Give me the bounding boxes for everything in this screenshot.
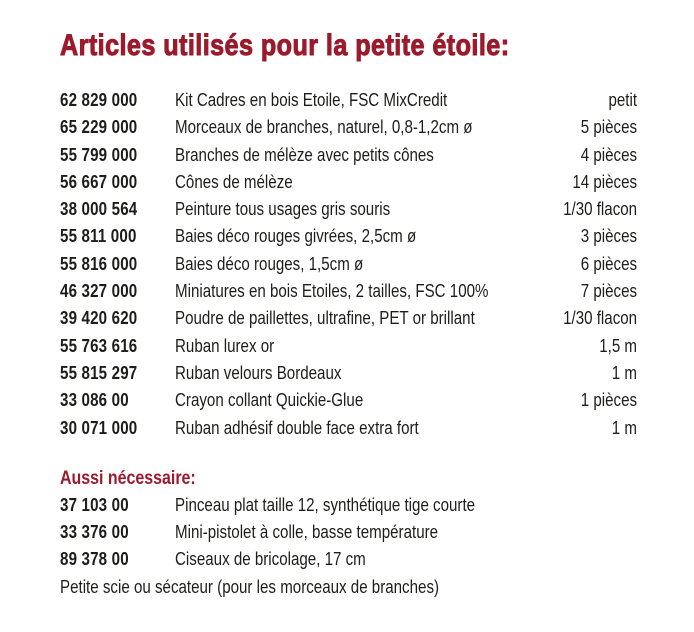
page-title-text: Articles utilisés pour la petite étoile: [60, 29, 510, 62]
table-row [60, 333, 637, 360]
article-description: Baies déco rouges givrées, 2,5cm ø [175, 226, 417, 247]
article-number: 38 000 564 [60, 199, 138, 220]
article-number: 56 667 000 [60, 171, 138, 192]
table-row [60, 387, 637, 414]
article-number: 33 086 00 [60, 390, 129, 411]
article-quantity: 7 pièces [580, 281, 637, 302]
article-number: 46 327 000 [60, 281, 138, 302]
also-needed-header-text: Aussi nécessaire: [60, 467, 196, 489]
article-description: Baies déco rouges, 1,5cm ø [175, 253, 364, 274]
article-number: 55 811 000 [60, 226, 137, 247]
article-number: 55 816 000 [60, 253, 138, 274]
materials-table [60, 87, 637, 442]
article-description: Ruban velours Bordeaux [175, 362, 342, 383]
table-row [60, 278, 637, 305]
table-row [60, 415, 637, 442]
article-number: 39 420 620 [60, 308, 138, 329]
article-description: Kit Cadres en bois Etoile, FSC MixCredit [175, 90, 448, 110]
article-quantity: 3 pièces [580, 226, 637, 247]
article-description: Morceaux de branches, naturel, 0,8-1,2cm ø [175, 117, 473, 138]
article-number: 62 829 000 [60, 90, 138, 110]
article-quantity: 14 pièces [572, 171, 637, 192]
table-row [60, 251, 637, 278]
article-number: 55 815 297 [60, 362, 138, 383]
article-description: Cônes de mélèze [175, 171, 293, 192]
article-quantity: petit [608, 90, 637, 110]
article-description: Ruban lurex or [175, 335, 275, 356]
note-text-content: Petite scie ou sécateur (pour les morceaux de branches) [60, 576, 440, 597]
also-needed-header [60, 465, 637, 492]
note-text [60, 574, 637, 601]
table-row [60, 360, 637, 387]
article-description: Peinture tous usages gris souris [175, 199, 391, 220]
table-row [60, 87, 637, 114]
article-quantity: 1 pièces [580, 390, 637, 411]
article-description: Ciseaux de bricolage, 17 cm [175, 549, 366, 570]
article-quantity: 1/30 flacon [563, 308, 637, 329]
article-quantity: 1/30 flacon [563, 199, 637, 220]
article-number: 33 376 00 [60, 522, 129, 543]
article-description: Mini-pistolet à colle, basse température [175, 522, 439, 543]
article-number: 55 799 000 [60, 144, 138, 165]
article-number: 65 229 000 [60, 117, 138, 138]
article-description: Crayon collant Quickie-Glue [175, 390, 364, 411]
table-row [60, 169, 637, 196]
page-title [60, 30, 637, 62]
table-row [60, 114, 637, 141]
also-needed-row [60, 492, 637, 519]
article-description: Branches de mélèze avec petits cônes [175, 144, 434, 165]
article-number: 89 378 00 [60, 549, 129, 570]
table-row [60, 142, 637, 169]
table-row [60, 305, 637, 332]
article-number: 30 071 000 [60, 417, 138, 438]
also-needed-table [60, 492, 637, 574]
table-row [60, 223, 637, 250]
article-description: Ruban adhésif double face extra fort [175, 417, 419, 438]
article-quantity: 1,5 m [599, 335, 637, 356]
article-description: Poudre de paillettes, ultrafine, PET or brillant [175, 308, 475, 329]
article-quantity: 5 pièces [580, 117, 637, 138]
article-quantity: 1 m [611, 362, 637, 383]
article-number: 55 763 616 [60, 335, 138, 356]
table-row [60, 196, 637, 223]
article-number: 37 103 00 [60, 494, 129, 515]
article-description: Pinceau plat taille 12, synthétique tige courte [175, 494, 476, 515]
article-description: Miniatures en bois Etoiles, 2 tailles, FSC 100% [175, 281, 489, 302]
article-quantity: 6 pièces [580, 253, 637, 274]
article-quantity: 4 pièces [580, 144, 637, 165]
also-needed-row [60, 519, 637, 546]
article-quantity: 1 m [611, 417, 637, 438]
also-needed-row [60, 546, 637, 573]
